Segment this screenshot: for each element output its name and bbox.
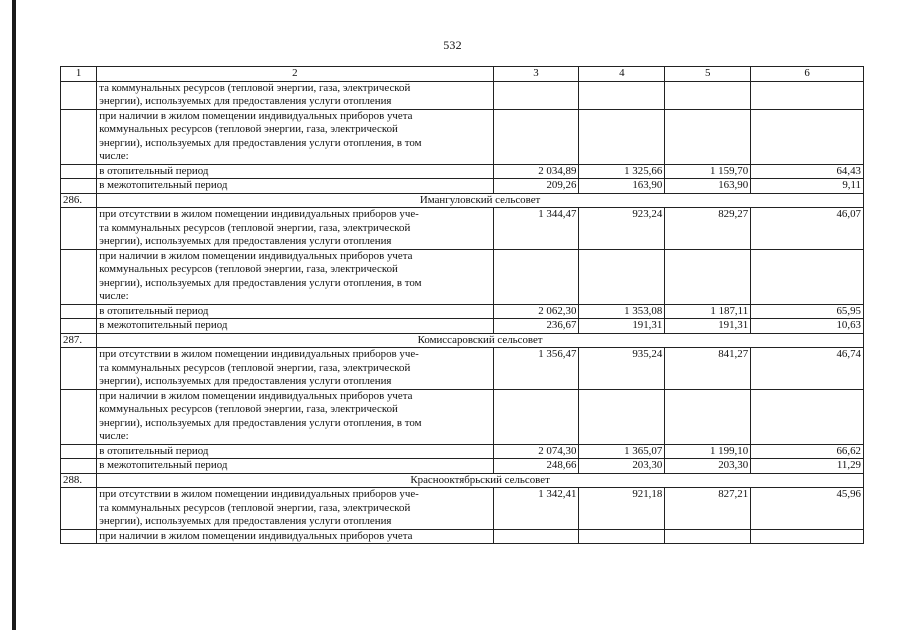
description-line: энергии), используемых для предоставления услуги отопления bbox=[99, 95, 392, 107]
description-line: та коммунальных ресурсов (тепловой энергии, газа, электрической bbox=[99, 501, 411, 514]
column-header-5: 5 bbox=[665, 67, 751, 82]
page-edge-bar bbox=[12, 0, 16, 630]
row-number-cell bbox=[61, 249, 97, 304]
tariff-table bbox=[60, 66, 864, 544]
row-number-cell bbox=[61, 81, 97, 109]
description-line: в межотопительный период bbox=[99, 459, 228, 471]
value-cell-v6: 45,96 bbox=[751, 488, 864, 530]
value-cell-v6: 64,43 bbox=[751, 164, 864, 179]
description-line: при отсутствии в жилом помещении индивидуальных приборов уче- bbox=[99, 488, 419, 500]
value-cell-v5 bbox=[665, 529, 751, 544]
description-line: в межотопительный период bbox=[99, 319, 228, 331]
table-row bbox=[61, 348, 864, 390]
table-row bbox=[61, 319, 864, 334]
row-number-cell bbox=[61, 348, 97, 390]
value-cell-v3: 2 074,30 bbox=[493, 444, 579, 459]
row-number-cell bbox=[61, 319, 97, 334]
row-number-cell bbox=[61, 179, 97, 194]
table-body bbox=[61, 67, 864, 544]
table-row bbox=[61, 444, 864, 459]
value-cell-v5: 203,30 bbox=[665, 459, 751, 474]
value-cell-v3: 2 034,89 bbox=[493, 164, 579, 179]
value-cell-v4: 191,31 bbox=[579, 319, 665, 334]
column-header-2: 2 bbox=[97, 67, 493, 82]
section-row bbox=[61, 473, 864, 488]
row-number-cell bbox=[61, 444, 97, 459]
value-cell-v6: 10,63 bbox=[751, 319, 864, 334]
value-cell-v5: 1 199,10 bbox=[665, 444, 751, 459]
value-cell-v4: 163,90 bbox=[579, 179, 665, 194]
description-line: энергии), используемых для предоставления услуги отопления, в том bbox=[99, 136, 422, 149]
description-cell bbox=[97, 81, 493, 109]
column-header-6: 6 bbox=[751, 67, 864, 82]
value-cell-v4 bbox=[579, 529, 665, 544]
description-cell bbox=[97, 304, 493, 319]
row-number-cell bbox=[61, 304, 97, 319]
value-cell-v4: 921,18 bbox=[579, 488, 665, 530]
value-cell-v4: 1 325,66 bbox=[579, 164, 665, 179]
value-cell-v4 bbox=[579, 109, 665, 164]
table-row bbox=[61, 208, 864, 250]
row-number-cell bbox=[61, 529, 97, 544]
value-cell-v3: 1 356,47 bbox=[493, 348, 579, 390]
value-cell-v6 bbox=[751, 529, 864, 544]
description-cell bbox=[97, 164, 493, 179]
table-row bbox=[61, 179, 864, 194]
value-cell-v5: 1 159,70 bbox=[665, 164, 751, 179]
table-row bbox=[61, 488, 864, 530]
description-line: в межотопительный период bbox=[99, 179, 228, 191]
value-cell-v5: 829,27 bbox=[665, 208, 751, 250]
value-cell-v3: 209,26 bbox=[493, 179, 579, 194]
value-cell-v4 bbox=[579, 389, 665, 444]
value-cell-v3: 2 062,30 bbox=[493, 304, 579, 319]
section-row bbox=[61, 333, 864, 348]
value-cell-v4 bbox=[579, 249, 665, 304]
value-cell-v5: 827,21 bbox=[665, 488, 751, 530]
value-cell-v3: 1 344,47 bbox=[493, 208, 579, 250]
column-header-4: 4 bbox=[579, 67, 665, 82]
section-number: 288. bbox=[61, 473, 97, 488]
value-cell-v5 bbox=[665, 109, 751, 164]
table-row bbox=[61, 389, 864, 444]
description-line: при наличии в жилом помещении индивидуальных приборов учета bbox=[99, 249, 413, 262]
value-cell-v6 bbox=[751, 109, 864, 164]
value-cell-v3 bbox=[493, 529, 579, 544]
description-cell bbox=[97, 444, 493, 459]
section-number: 286. bbox=[61, 193, 97, 208]
table-row bbox=[61, 304, 864, 319]
description-line: при отсутствии в жилом помещении индивидуальных приборов уче- bbox=[99, 348, 419, 360]
value-cell-v3 bbox=[493, 109, 579, 164]
column-header-1: 1 bbox=[61, 67, 97, 82]
description-line: числе: bbox=[99, 430, 129, 442]
description-cell bbox=[97, 529, 493, 544]
section-title: Имангуловский сельсовет bbox=[97, 193, 864, 208]
description-cell bbox=[97, 488, 493, 530]
description-cell bbox=[97, 459, 493, 474]
description-cell bbox=[97, 208, 493, 250]
row-number-cell bbox=[61, 488, 97, 530]
description-line: та коммунальных ресурсов (тепловой энергии, газа, электрической bbox=[99, 221, 411, 234]
row-number-cell bbox=[61, 459, 97, 474]
value-cell-v4: 1 365,07 bbox=[579, 444, 665, 459]
value-cell-v3 bbox=[493, 81, 579, 109]
value-cell-v3: 1 342,41 bbox=[493, 488, 579, 530]
description-cell bbox=[97, 109, 493, 164]
description-line: при наличии в жилом помещении индивидуальных приборов учета bbox=[99, 389, 413, 402]
value-cell-v3: 236,67 bbox=[493, 319, 579, 334]
description-cell bbox=[97, 179, 493, 194]
table-row bbox=[61, 459, 864, 474]
description-line: та коммунальных ресурсов (тепловой энергии, газа, электрической bbox=[99, 81, 411, 94]
description-line: при наличии в жилом помещении индивидуальных приборов учета bbox=[99, 109, 413, 122]
section-title: Комиссаровский сельсовет bbox=[97, 333, 864, 348]
description-line: числе: bbox=[99, 290, 129, 302]
value-cell-v3 bbox=[493, 389, 579, 444]
value-cell-v6: 9,11 bbox=[751, 179, 864, 194]
section-number: 287. bbox=[61, 333, 97, 348]
value-cell-v3: 248,66 bbox=[493, 459, 579, 474]
value-cell-v3 bbox=[493, 249, 579, 304]
description-line: в отопительный период bbox=[99, 304, 209, 317]
table-row bbox=[61, 249, 864, 304]
value-cell-v6: 11,29 bbox=[751, 459, 864, 474]
value-cell-v6: 46,07 bbox=[751, 208, 864, 250]
value-cell-v5 bbox=[665, 81, 751, 109]
description-line: в отопительный период bbox=[99, 444, 209, 457]
value-cell-v6: 46,74 bbox=[751, 348, 864, 390]
row-number-cell bbox=[61, 208, 97, 250]
description-line: энергии), используемых для предоставления услуги отопления, в том bbox=[99, 276, 422, 289]
description-line: энергии), используемых для предоставления услуги отопления, в том bbox=[99, 416, 422, 429]
description-line: энергии), используемых для предоставления услуги отопления bbox=[99, 515, 392, 527]
value-cell-v5: 191,31 bbox=[665, 319, 751, 334]
section-row bbox=[61, 193, 864, 208]
table-row bbox=[61, 529, 864, 544]
description-line: при наличии в жилом помещении индивидуальных приборов учета bbox=[99, 529, 413, 542]
table-row bbox=[61, 109, 864, 164]
value-cell-v4: 203,30 bbox=[579, 459, 665, 474]
row-number-cell bbox=[61, 164, 97, 179]
table-row bbox=[61, 164, 864, 179]
description-cell bbox=[97, 348, 493, 390]
value-cell-v5: 841,27 bbox=[665, 348, 751, 390]
value-cell-v5: 163,90 bbox=[665, 179, 751, 194]
column-header-3: 3 bbox=[493, 67, 579, 82]
section-title: Краснооктябрьский сельсовет bbox=[97, 473, 864, 488]
value-cell-v4: 1 353,08 bbox=[579, 304, 665, 319]
description-cell bbox=[97, 319, 493, 334]
description-cell bbox=[97, 389, 493, 444]
row-number-cell bbox=[61, 109, 97, 164]
description-line: та коммунальных ресурсов (тепловой энергии, газа, электрической bbox=[99, 361, 411, 374]
description-line: коммунальных ресурсов (тепловой энергии, газа, электрической bbox=[99, 263, 398, 275]
description-line: коммунальных ресурсов (тепловой энергии, газа, электрической bbox=[99, 403, 398, 415]
value-cell-v4: 935,24 bbox=[579, 348, 665, 390]
description-line: энергии), используемых для предоставления услуги отопления bbox=[99, 235, 392, 247]
description-cell bbox=[97, 249, 493, 304]
value-cell-v6 bbox=[751, 81, 864, 109]
description-line: при отсутствии в жилом помещении индивидуальных приборов уче- bbox=[99, 208, 419, 220]
page-number: 532 bbox=[443, 38, 462, 52]
value-cell-v5: 1 187,11 bbox=[665, 304, 751, 319]
value-cell-v6: 65,95 bbox=[751, 304, 864, 319]
description-line: в отопительный период bbox=[99, 164, 209, 177]
description-line: коммунальных ресурсов (тепловой энергии, газа, электрической bbox=[99, 123, 398, 135]
value-cell-v6: 66,62 bbox=[751, 444, 864, 459]
value-cell-v4: 923,24 bbox=[579, 208, 665, 250]
row-number-cell bbox=[61, 389, 97, 444]
value-cell-v5 bbox=[665, 389, 751, 444]
description-line: числе: bbox=[99, 150, 129, 162]
value-cell-v6 bbox=[751, 389, 864, 444]
value-cell-v4 bbox=[579, 81, 665, 109]
value-cell-v6 bbox=[751, 249, 864, 304]
table-row bbox=[61, 81, 864, 109]
value-cell-v5 bbox=[665, 249, 751, 304]
description-line: энергии), используемых для предоставления услуги отопления bbox=[99, 375, 392, 387]
column-header-row bbox=[61, 67, 864, 82]
